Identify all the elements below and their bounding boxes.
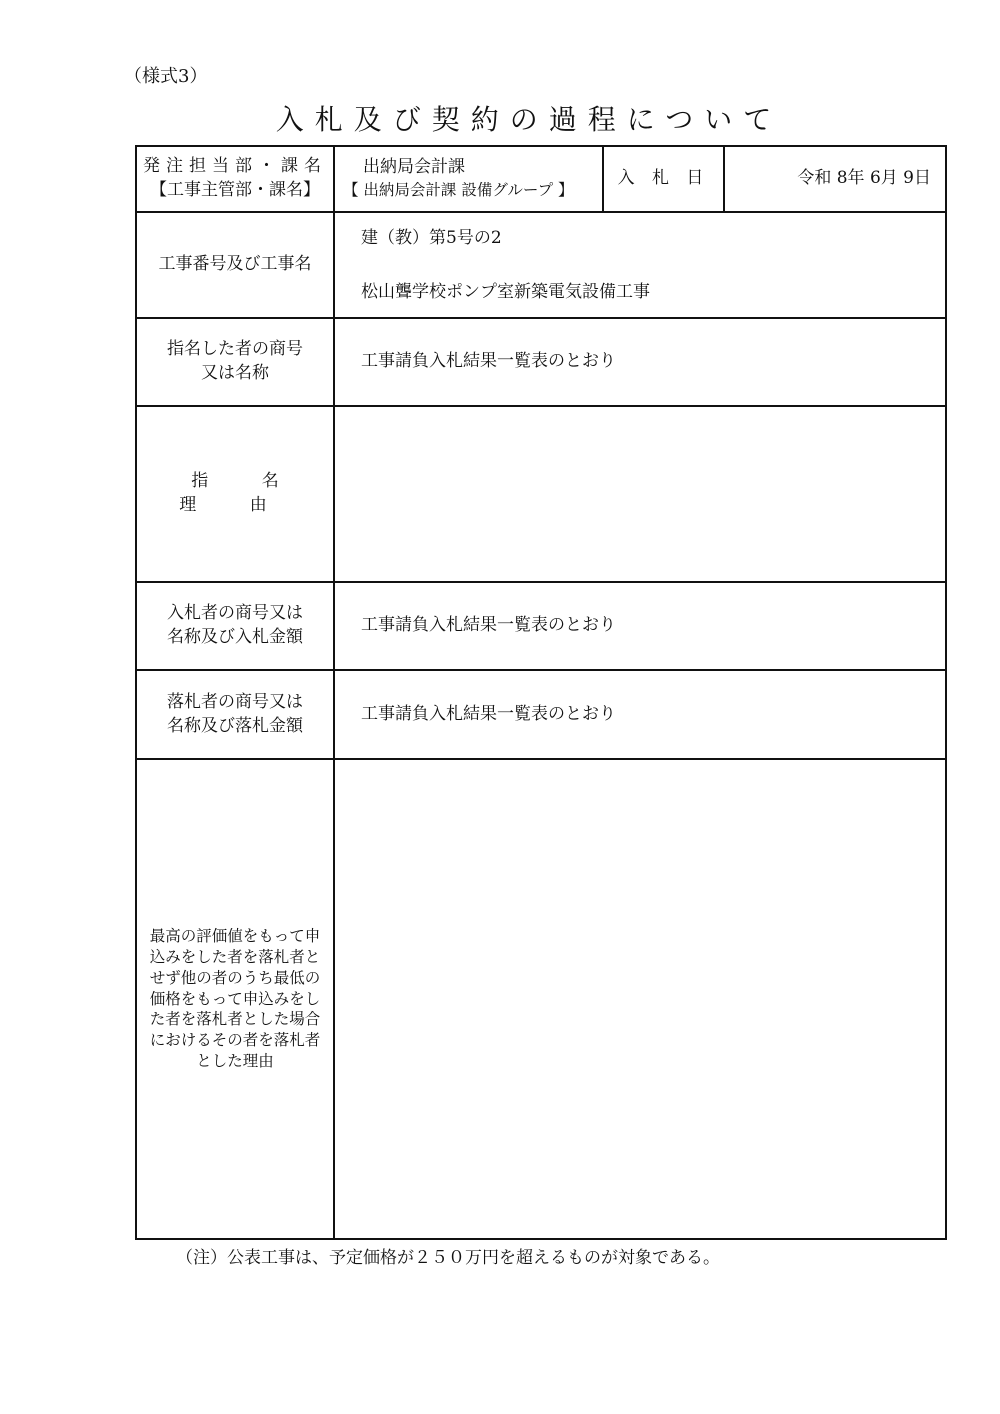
work-label-cell	[136, 212, 334, 318]
eval-label-cell	[136, 759, 334, 1239]
bid-date-value: 令和 8年 6月 9日	[797, 168, 931, 189]
reason-label-cell	[136, 406, 334, 582]
dept-label: 発注担当部・課名	[143, 156, 327, 177]
table-row-dept	[136, 146, 946, 212]
eval-label: 最高の評価値をもって申込みをした者を落札者とせず他の者のうち最低の価格をもって申込みをした者を落札者とした場合におけるその者を落札者とした理由	[149, 926, 321, 1071]
reason-label: 指 名 理 由	[179, 471, 303, 515]
work-number: 建（教）第5号の2	[361, 228, 502, 248]
bidder-value: 工事請負入札結果一覧表のとおり	[361, 615, 616, 636]
work-name: 松山聾学校ポンプ室新築電気設備工事	[361, 281, 650, 302]
winner-value-cell	[334, 670, 946, 759]
nominee-sub-label: 又は名称	[201, 363, 269, 383]
winner-label-cell	[136, 670, 334, 759]
bidder-label-cell	[136, 582, 334, 670]
nominee-value: 工事請負入札結果一覧表のとおり	[361, 351, 616, 372]
form-number: （様式3）	[124, 66, 208, 87]
table-row-winner	[136, 670, 946, 759]
bidder-value-cell	[334, 582, 946, 670]
eval-value-cell	[334, 759, 946, 1239]
dept-label-cell	[136, 146, 334, 212]
winner-value: 工事請負入札結果一覧表のとおり	[361, 703, 616, 724]
bid-date-value-cell	[724, 146, 946, 212]
nominee-label-cell	[136, 318, 334, 406]
bid-date-label-cell	[603, 146, 724, 212]
dept-sub-label: 【工事主管部・課名】	[150, 180, 320, 200]
table-row-bidder	[136, 582, 946, 670]
document-title: 入札及び契約の過程について	[275, 103, 783, 136]
table-row-nominee	[136, 318, 946, 406]
bidder-label: 入札者の商号又は	[167, 603, 303, 624]
nominee-label: 指名した者の商号	[167, 339, 303, 360]
winner-sub-label: 名称及び落札金額	[167, 715, 303, 736]
table-row-work	[136, 212, 946, 318]
winner-label: 落札者の商号又は	[167, 691, 303, 712]
footnote: （注）公表工事は、予定価格が２５０万円を超えるものが対象である。	[176, 1248, 720, 1268]
bid-date-label: 入 札 日	[617, 168, 710, 189]
work-label: 工事番号及び工事名	[158, 254, 312, 275]
nominee-value-cell	[334, 318, 946, 406]
table-row-eval	[136, 759, 946, 1239]
table-row-reason	[136, 406, 946, 582]
dept-value-cell	[334, 146, 603, 212]
dept-value: 出納局会計課	[363, 157, 465, 178]
reason-value-cell	[334, 406, 946, 582]
process-table	[135, 145, 947, 1240]
work-value-cell	[334, 212, 946, 318]
bidder-sub-label: 名称及び入札金額	[167, 627, 303, 647]
dept-sub-value: 【 出納局会計課 設備グループ 】	[343, 181, 574, 200]
